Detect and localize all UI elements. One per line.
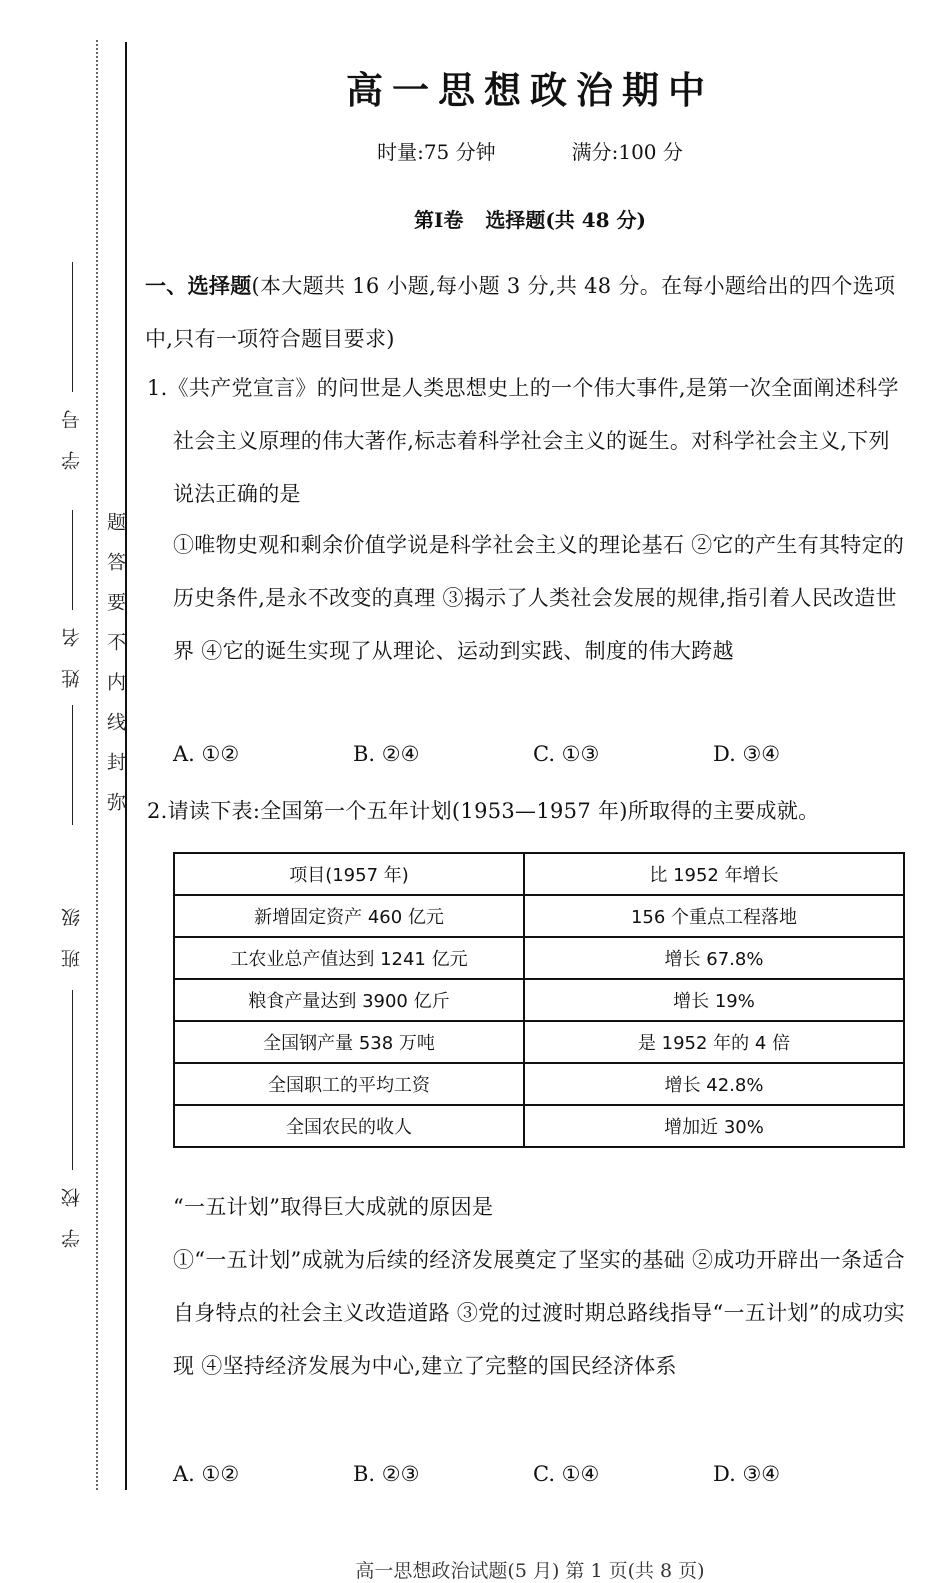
q1-stem-text: 1.《共产党宣言》的问世是人类思想史上的一个伟大事件,是第一次全面阐述科学社会主义原理的伟大著作,标志着科学社会主义的诞生。对科学社会主义,下列说法正确的是 [147, 376, 899, 506]
xingming-blank [72, 510, 73, 610]
q1-option-d[interactable]: D. ③④ [713, 742, 781, 766]
warning-char: 弥 [104, 792, 126, 832]
table-row [174, 979, 904, 1021]
q2-stem: 2.请读下表:全国第一个五年计划(1953—1957 年)所取得的主要成就。 [147, 799, 820, 823]
q1-option-c[interactable]: C. ①③ [533, 742, 600, 766]
q1-option-b[interactable]: B. ②④ [353, 742, 420, 766]
xuehao-blank [72, 262, 73, 392]
warning-char: 不 [104, 632, 126, 672]
q1-option-a[interactable]: A. ①② [173, 742, 240, 766]
q2-statements: ①“一五计划”成就为后续的经济发展奠定了坚实的基础 ②成功开辟出一条适合自身特点的社会主义改造道路 ③党的过渡时期总路线指导“一五计划”的成功实现 ④坚持经济发展为中心,建立了完整的国民经济体系 [173, 1248, 905, 1378]
banji-blank [72, 990, 73, 1170]
warning-char: 内 [104, 672, 126, 712]
table-cell: 全国农民的收人 [174, 1105, 524, 1147]
q2-option-a[interactable]: A. ①② [173, 1462, 240, 1486]
table-cell: 新增固定资产 460 亿元 [174, 895, 524, 937]
exam-title: 高一思想政治期中 [346, 69, 714, 112]
volume-heading [145, 204, 915, 233]
section-intro [145, 260, 910, 366]
volume-name: 第Ⅰ卷 [413, 208, 464, 232]
xuexiao-label: 学 校 [61, 1180, 83, 1249]
table-cell: 工农业总产值达到 1241 亿元 [174, 937, 524, 979]
warning-char: 答 [104, 552, 126, 592]
warning-char: 线 [104, 712, 126, 752]
q1-statements: ①唯物史观和剩余价值学说是科学社会主义的理论基石 ②它的产生有其特定的历史条件,是永不改变的真理 ③揭示了人类社会发展的规律,指引着人民改造世界 ④它的诞生实现了从理论、运动到实践、制度的伟大跨越 [173, 533, 905, 663]
binding-dotted-line [96, 40, 98, 1490]
table-header-cell: 比 1952 年增长 [524, 853, 904, 895]
exam-meta [145, 136, 915, 165]
table-cell: 增长 42.8% [524, 1063, 904, 1105]
achievements-table [173, 852, 905, 1148]
table-row [174, 937, 904, 979]
warning-char: 要 [104, 592, 126, 632]
q2-option-d[interactable]: D. ③④ [713, 1462, 781, 1486]
table-row [174, 1021, 904, 1063]
table-cell: 是 1952 年的 4 倍 [524, 1021, 904, 1063]
table-header-row [174, 853, 904, 895]
volume-desc: 选择题(共 48 分) [485, 208, 647, 232]
q2-option-c[interactable]: C. ①④ [533, 1462, 600, 1486]
table-cell: 增长 67.8% [524, 937, 904, 979]
exam-full-score: 满分:100 分 [571, 140, 683, 164]
seal-warning [102, 512, 129, 832]
page-footer: 高一思想政治试题(5 月) 第 1 页(共 8 页) [355, 1560, 705, 1582]
xuehao-label: 学 号 [61, 402, 83, 471]
table-row [174, 1105, 904, 1147]
table-cell: 全国职工的平均工资 [174, 1063, 524, 1105]
table-cell: 增加近 30% [524, 1105, 904, 1147]
table-cell: 全国钢产量 538 万吨 [174, 1021, 524, 1063]
xingming-label: 姓 名 [61, 620, 83, 689]
q2-options [173, 1462, 893, 1486]
table-cell: 增长 19% [524, 979, 904, 1021]
q2-question: “一五计划”取得巨大成就的原因是 [173, 1195, 494, 1219]
section-heading: 一、选择题 [145, 274, 252, 298]
section-instructions: (本大题共 16 小题,每小题 3 分,共 48 分。在每小题给出的四个选项中,只有一项符合题目要求) [145, 274, 896, 351]
warning-char: 题 [104, 512, 126, 552]
table-row [174, 1063, 904, 1105]
q1-options [173, 742, 893, 766]
q2-option-b[interactable]: B. ②③ [353, 1462, 420, 1486]
exam-time: 时量:75 分钟 [377, 140, 496, 164]
banji-label: 班 级 [61, 900, 83, 969]
table-header-cell: 项目(1957 年) [174, 853, 524, 895]
q1-stem [147, 362, 907, 521]
table-cell: 156 个重点工程落地 [524, 895, 904, 937]
table-row [174, 895, 904, 937]
xingming-blank-2 [72, 705, 73, 825]
table-cell: 粮食产量达到 3900 亿斤 [174, 979, 524, 1021]
warning-char: 封 [104, 752, 126, 792]
